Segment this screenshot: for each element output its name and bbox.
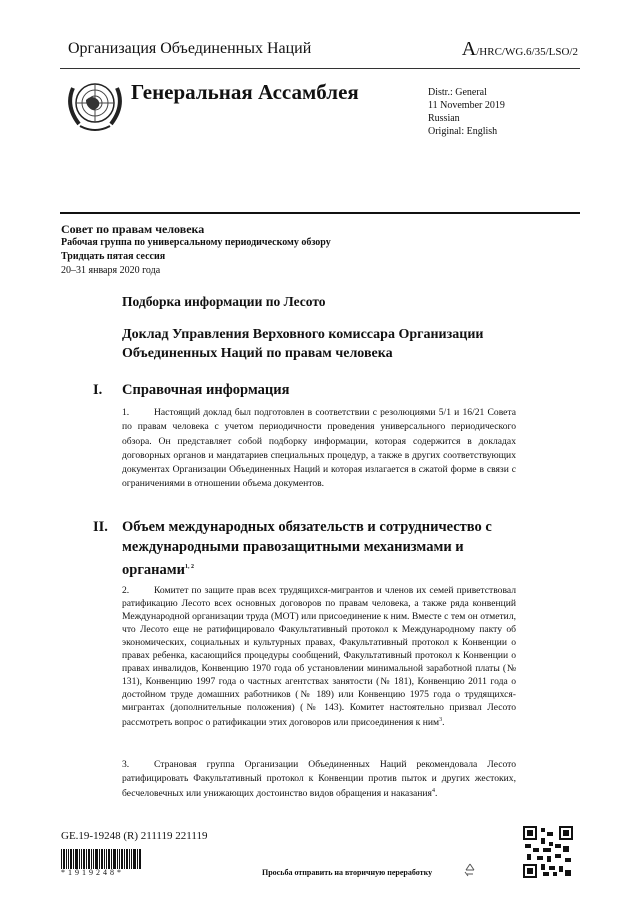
symbol-letter: A [461, 38, 477, 60]
original-line: Original: English [428, 126, 498, 137]
document-title: Подборка информации по Лесото [122, 294, 326, 309]
un-emblem-icon [64, 76, 126, 134]
assembly-title: Генеральная Ассамблея [131, 80, 359, 104]
recycle-text: Просьба отправить на вторичную переработку [262, 868, 433, 877]
section-heading-text: Объем международных обязательств и сотрудничество с международными правозащитными механизмами и органами [122, 519, 492, 578]
section-number: I. [93, 382, 103, 398]
barcode-icon [61, 849, 141, 869]
footnote-ref[interactable]: 1, 2 [184, 564, 194, 570]
council-block [61, 222, 331, 278]
paragraph-3: 3. Страновая группа Организации Объединенных Наций рекомендовала Лесото ратифицировать Факультативный протокол к Конвенции против пыток и других жестоких, бесчеловечных или унижающих достоинство видов обращения и наказания$^4$. [122, 759, 516, 800]
thick-rule [60, 212, 580, 214]
section-heading: Справочная информация [122, 382, 290, 398]
section-number: II. [93, 519, 108, 535]
section-heading [122, 517, 517, 580]
footnote-ref[interactable]: 4 [431, 788, 435, 794]
council-name: Совет по правам человека [61, 222, 205, 236]
paragraph-text: Настоящий доклад был подготовлен в соответствии с резолюциями 5/1 и 16/21 Совета по правам человека с учетом периодичности проведения универсального периодического обзора. Он представляет собой подборку информации, которая содержится в докладах договорных органов и мандатариев специальных процедур, а также в других соответствующих документах Организации Объединенных Наций и которая излагается в сжатой форме в связи с ограничениями в отношении объема документов. [122, 407, 516, 490]
footnote-ref[interactable]: 3 [439, 717, 443, 723]
paragraph-text: Комитет по защите прав всех трудящихся-мигрантов и членов их семей приветствовал ратификацию Лесото всех основных договоров по правам человека, а также ряда конвенций Международной организации труда (МОТ) или присоединение к ним. Вместе с тем он отметил, что Лесото еще не ратифицировало Факультативный протокол к Международному пакту об экономических, социальных и культурных правах, Факультативный протокол к Конвенции о правах ребенка, касающийся процедуры сообщений, Факультативный протокол к Конвенции о правах инвалидов, Конвенцию 1970 года об установлении минимальной заработной платы (№ 131), Конвенцию 1997 года о частных агентствах занятости (№ 181), Конвенцию 2011 года о достойном труде домашних работников (№ 189) или Конвенцию 1975 года о трудящихся-мигрантах (дополнительные положения) (№ 143). Комитет настоятельно призвал Лесото рассмотреть вопрос о ратификации этих договоров или присоединения к ним [122, 585, 516, 729]
paragraph-1 [122, 406, 516, 492]
paragraph-number: 2. [122, 585, 130, 596]
qr-code-icon [523, 826, 573, 878]
document-symbol [462, 38, 578, 61]
report-title: Доклад Управления Верховного комиссара Организации Объединенных Наций по правам человека [122, 327, 484, 361]
session-dates: 20–31 января 2020 года [61, 265, 161, 276]
organization-name: Организация Объединенных Наций [68, 40, 312, 57]
recycle-icon [462, 862, 478, 878]
symbol-rest: /HRC/WG.6/35/LSO/2 [476, 46, 578, 58]
paragraph-text: Страновая группа Организации Объединенных Наций рекомендовала Лесото ратифицировать Факультативный протокол к Конвенции против пыток и других жестоких, бесчеловечных или унижающих достоинство видов обращения и наказания [122, 759, 516, 800]
working-group: Рабочая группа по универсальному периодическому обзору [61, 237, 331, 248]
language-line: Russian [428, 113, 460, 124]
distribution-info [428, 86, 505, 138]
distr-line: Distr.: General [428, 87, 487, 98]
paragraph-number: 3. [122, 759, 130, 770]
paragraph-number: 1. [122, 407, 130, 418]
session: Тридцать пятая сессия [61, 251, 166, 262]
paragraph-2: 2. Комитет по защите прав всех трудящихся-мигрантов и членов их семей приветствовал ратификацию Лесото всех основных договоров по правам человека, а также ряда конвенций Международной организации труда (МОТ) или присоединение к ним. Вместе с тем он отметил, что Лесото еще не ратифицировало Факультативный протокол к Международному пакту об экономических, социальных и культурных правах, Факультативный протокол к Конвенции о правах ребенка, касающийся процедуры сообщений, Факультативный протокол к Конвенции о правах инвалидов, Конвенцию 1970 года об установлении минимальной заработной платы (№ 131), Конвенцию 1997 года о частных агентствах занятости (№ 181), Конвенцию 2011 года о достойном труде домашних работников (№ 189) или Конвенцию 1975 года о трудящихся-мигрантах (дополнительные положения) (№ 143). Комитет настоятельно призвал Лесото рассмотреть вопрос о ратификации этих договоров или присоединения к ним$^3$. [122, 585, 516, 729]
header-rule [60, 68, 580, 69]
job-number: GE.19-19248 (R) 211119 221119 [61, 830, 208, 842]
barcode-number: *1919248* [61, 868, 124, 877]
date-line: 11 November 2019 [428, 100, 505, 111]
